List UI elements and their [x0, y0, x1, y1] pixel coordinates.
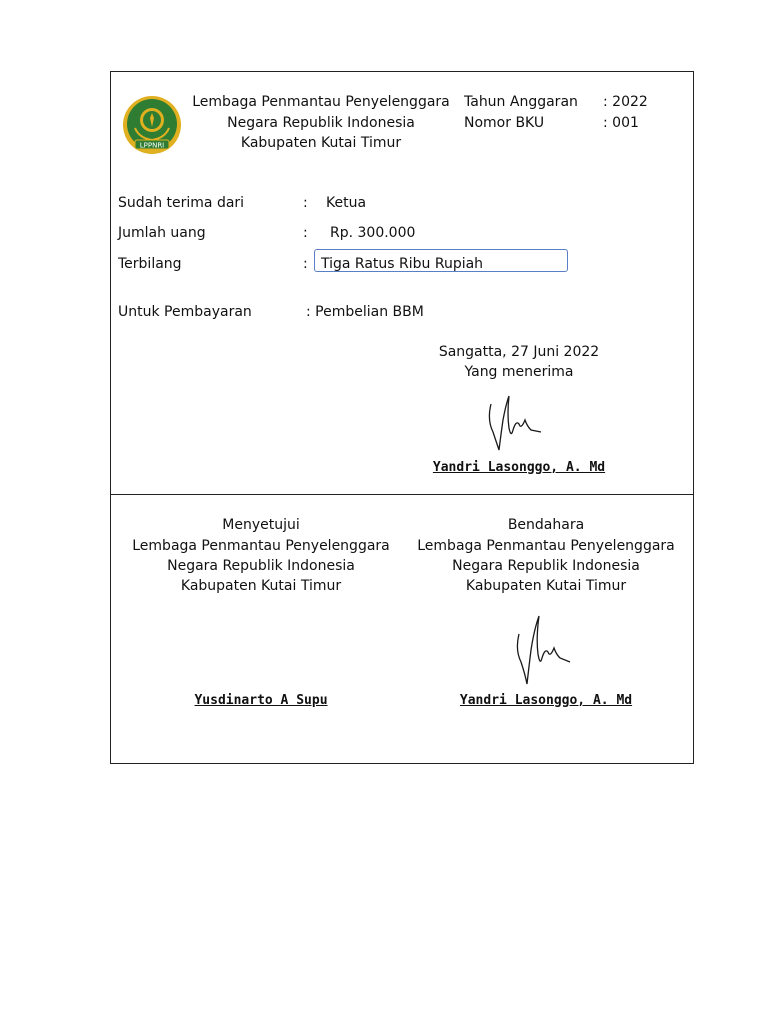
approver-org-line3: Kabupaten Kutai Timur	[180, 578, 342, 594]
treasurer-org-line2: Negara Republik Indonesia	[452, 558, 640, 574]
header-org-line2: Negara Republik Indonesia	[227, 115, 415, 131]
header-org-line1: Lembaga Penmantau Penyelenggara	[192, 94, 450, 110]
receipt	[110, 71, 694, 764]
approver-name: Yusdinarto A Supu	[194, 693, 328, 708]
field-label-spelled: Terbilang	[118, 256, 182, 272]
field-colon-amount: :	[303, 225, 308, 241]
treasurer-name: Yandri Lasonggo, A. Md	[459, 693, 633, 708]
treasurer-org-line1: Lembaga Penmantau Penyelenggara	[417, 538, 675, 554]
payment-label: Untuk Pembayaran	[118, 304, 252, 320]
approver-org-line1: Lembaga Penmantau Penyelenggara	[132, 538, 390, 554]
place-date: Sangatta, 27 Juni 2022	[438, 344, 600, 360]
year-value: : 2022	[603, 94, 648, 110]
logo-text: LPPNRI	[139, 141, 165, 150]
field-label-amount: Jumlah uang	[118, 225, 206, 241]
field-colon-spelled: :	[303, 256, 308, 272]
section-divider	[111, 494, 693, 495]
year-label: Tahun Anggaran	[464, 94, 578, 110]
bku-label: Nomor BKU	[464, 115, 545, 131]
payment-value: : Pembelian BBM	[306, 304, 424, 320]
receiver-signature-icon	[483, 390, 547, 456]
treasurer-org-line3: Kabupaten Kutai Timur	[465, 578, 627, 594]
approver-org-line2: Negara Republik Indonesia	[167, 558, 355, 574]
field-value-spelled: Tiga Ratus Ribu Rupiah	[321, 256, 484, 272]
treasurer-title: Bendahara	[507, 517, 585, 533]
org-logo-icon	[121, 94, 183, 156]
field-label-from: Sudah terima dari	[118, 195, 245, 211]
treasurer-signature-icon	[511, 612, 575, 690]
header-org-line3: Kabupaten Kutai Timur	[240, 135, 402, 151]
approver-title: Menyetujui	[222, 517, 300, 533]
field-colon-from: :	[303, 195, 308, 211]
receiver-name: Yandri Lasonggo, A. Md	[432, 460, 606, 475]
field-value-amount: Rp. 300.000	[330, 225, 416, 241]
receiver-role: Yang menerima	[464, 364, 574, 380]
field-value-from: Ketua	[326, 195, 367, 211]
bku-value: : 001	[603, 115, 639, 131]
